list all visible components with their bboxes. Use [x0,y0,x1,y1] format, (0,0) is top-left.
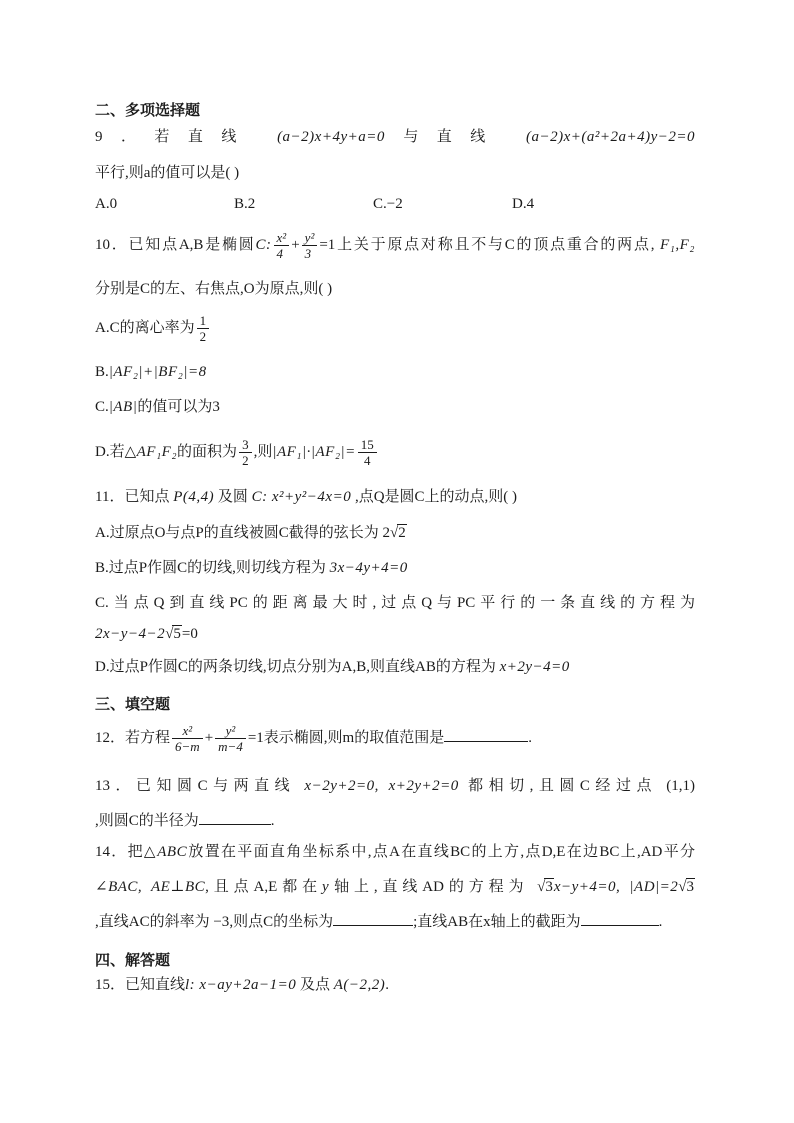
q10-option-c-label: C. [95,399,109,415]
q14-lead-text: 14．把 [95,844,144,860]
q10-option-d-product-numerator: 15 [358,437,377,453]
question-13-line-2 [95,810,275,832]
q10-option-a-numerator: 1 [197,313,210,329]
q15-mid-text: 及点 [299,977,330,993]
q9-option-b: B.2 [234,196,256,212]
answer-blank [581,911,659,926]
q9-option-c: C.−2 [373,196,403,212]
q11-option-d [95,656,570,678]
q12-y-term-denominator: m−4 [218,739,243,755]
question-12 [95,718,532,758]
q12-equals-one: =1 [247,730,264,746]
q11-lead-text: 11．已知点 [95,489,170,505]
q10-option-a [95,308,211,348]
radical-sign: √ [165,626,174,642]
q11-option-a [95,522,407,544]
section-heading-multiple-choice: 二、多项选择题 [95,101,201,119]
q13-point: (1,1) [666,778,695,794]
q10-y-term-fraction [302,230,318,261]
answer-blank [333,911,413,926]
q13-mid-text: 都相切,且圆C经过点 [468,778,657,794]
question-14-line-2 [95,876,695,898]
q11-option-b-expression: 3x−4y+4=0 [329,560,408,576]
q10-x-term-fraction [274,230,290,261]
q14-angle-condition: ∠BAC, AE⊥BC [95,879,206,895]
q14-length-radicand: 3 [686,879,695,895]
q10-option-a-fraction [197,313,210,344]
answer-blank [444,727,528,742]
q10-y-term-denominator: 3 [304,246,312,262]
q15-line-equation: l: x−ay+2a−1=0 [185,977,297,993]
q10-option-c [95,396,220,418]
q9-lead-text: 9．若直线 [95,129,255,145]
q9-equation-a: (a−2)x+4y+a=0 [277,129,385,145]
q11-option-b [95,557,408,579]
q15-end-mark: . [385,977,390,993]
question-9-options [95,193,651,215]
question-11-stem [95,486,517,508]
q11-option-b-text: B.过点P作圆C的切线,则切线方程为 [95,560,326,576]
q14-slope-value: −3 [213,914,230,930]
q11-option-d-expression: x+2y−4=0 [499,659,570,675]
radical-sign: √ [390,525,399,541]
q14-ad-expression: x−y+4=0, |AD|=2 [553,879,679,895]
q13-end-mark: . [270,813,275,829]
q10-x-term-denominator: 4 [276,246,284,262]
q15-lead-text: 15．已知直线 [95,977,186,993]
q11-circle-equation: C: x²+y²−4x=0 [251,489,352,505]
q9-option-d: D.4 [512,196,535,212]
q14-text-2: ,且点A,E都在 [205,879,322,895]
q10-option-d-expression: |AF₁|·|AF₂|= [272,444,356,460]
q10-plus-sign: + [291,237,300,253]
q12-x-term-fraction [172,723,203,754]
q10-option-c-expression: |AB| [108,399,138,415]
q14-triangle: △ABC [143,844,188,860]
q10-option-d-area-fraction [239,437,252,468]
q10-lead-text: 10．已知点A,B是椭圆 [95,237,256,253]
q13-lines-equations: x−2y+2=0, x+2y+2=0 [304,778,459,794]
q10-option-d-product-denominator: 4 [364,453,371,469]
q10-option-d-text: 的面积为 [177,444,238,460]
q12-plus-sign: + [204,730,214,746]
q11-option-c-expression-end: =0 [181,626,198,642]
q12-x-term-denominator: 6−m [175,739,200,755]
q15-point: A(−2,2) [333,977,386,993]
section-heading-fill-in: 三、填空题 [95,695,171,713]
q10-option-b-label: B. [95,364,109,380]
question-14-line-1 [95,841,695,863]
q14-axis-name: y [322,879,330,895]
q11-point: P(4,4) [173,489,215,505]
q11-tail-text: ,点Q是圆C上的动点,则( ) [354,489,518,505]
q13-tail-text: ,则圆C的半径为 [95,813,199,829]
q10-option-d-product-fraction [358,437,377,468]
question-10-stem-line-2: 分别是C的左、右焦点,O为原点,则( ) [95,281,333,297]
q11-option-c-expression-start: 2x−y−4−2 [95,626,166,642]
q10-option-d-area-denominator: 2 [242,453,249,469]
question-9-stem-line-1 [95,126,695,148]
q10-lead-tail: 上关于原点对称且不与C的顶点重合的两点, [335,237,655,253]
q12-tail-text: 表示椭圆,则m的取值范围是 [263,730,445,746]
q12-x-term-numerator: x² [172,723,203,739]
q10-option-d [95,432,379,472]
section-heading-solution: 四、解答题 [95,951,171,969]
q12-lead-text: 12．若方程 [95,730,171,746]
q13-lead-text: 13．已知圆C与两直线 [95,778,296,794]
q11-option-a-text: A.过原点O与点P的直线被圆C截得的弦长为 [95,525,379,541]
q11-option-d-text: D.过点P作圆C的两条切线,切点分别为A,B,则直线AB的方程为 [95,659,496,675]
q14-text-3: 轴上,直线AD的方程为 [329,879,529,895]
q10-option-a-text: A.C的离心率为 [95,320,195,336]
answer-blank [199,810,271,825]
q11-option-c-line-2 [95,623,198,645]
q10-option-d-lead: D.若 [95,444,125,460]
q10-equals-one: =1 [319,237,336,253]
radical-sign: √ [678,879,687,895]
q14-line-1-tail: 放置在平面直角坐标系中,点A在直线BC的上方,点D,E在边BC上,AD平分 [187,844,695,860]
q14-point-c-text: ,则点C的坐标为 [229,914,334,930]
q10-option-b [95,361,207,383]
q10-option-c-text: 的值可以为3 [137,399,220,415]
q14-end-mark: . [658,914,663,930]
q11-option-a-coefficient: 2 [382,525,391,541]
q10-x-term-numerator: x² [274,230,290,246]
q9-connector-text: 与直线 [384,129,504,145]
question-9-stem-line-2: 平行,则a的值可以是( ) [95,165,240,181]
q11-option-c-line-1: C.当点Q到直线PC的距离最大时,过点Q与PC平行的一条直线的方程为 [95,595,695,611]
q10-option-a-denominator: 2 [199,329,207,345]
question-14-line-3 [95,911,662,933]
q10-option-d-area-numerator: 3 [239,437,252,453]
q12-y-term-numerator: y² [215,723,246,739]
q9-option-a: A.0 [95,196,118,212]
question-15 [95,974,389,996]
q10-option-d-then: ,则 [253,444,273,460]
q10-y-term-numerator: y² [302,230,318,246]
q12-y-term-fraction [215,723,246,754]
q10-foci: F₁,F₂ [660,237,696,253]
q10-ellipse-name: C: [255,237,272,253]
q12-end-mark: . [528,730,532,746]
question-13-line-1 [95,775,695,797]
q10-option-d-triangle: △AF₁F₂ [124,444,178,460]
radical-sign: √ [537,879,546,895]
q14-ad-radicand: 3 [545,879,553,895]
question-10-stem-line-1 [95,225,695,265]
q10-option-b-expression: |AF₂|+|BF₂|=8 [108,364,207,380]
q11-option-c-radicand: 5 [173,626,181,642]
q11-mid-text: 及圆 [217,489,248,505]
q14-slope-text: ,直线AC的斜率为 [95,914,210,930]
q14-intercept-text: ;直线AB在x轴上的截距为 [413,914,581,930]
q11-option-a-radicand: 2 [398,525,406,541]
q9-equation-b: (a−2)x+(a²+2a+4)y−2=0 [525,129,695,145]
